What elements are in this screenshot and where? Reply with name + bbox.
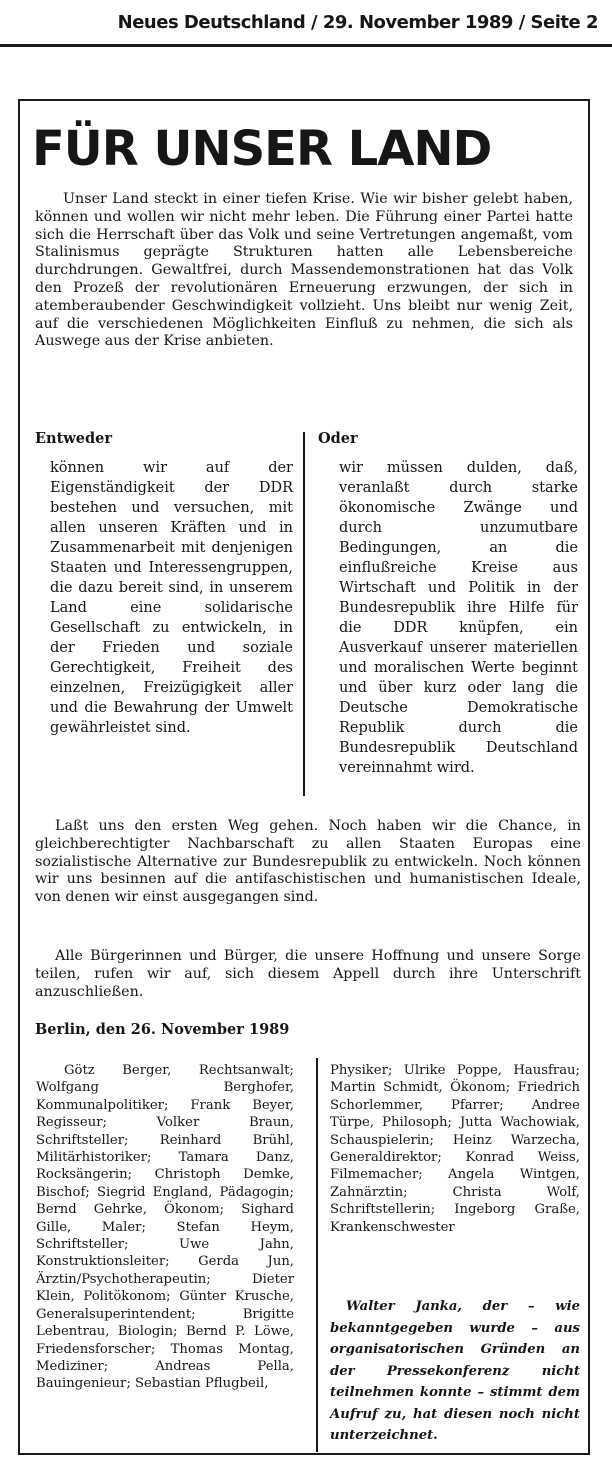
dateline: Berlin, den 26. November 1989 [35, 1021, 290, 1038]
masthead-rule [0, 44, 612, 47]
call-paragraph: Alle Bürgerinnen und Bürger, die unsere Hoffnung und unsere Sorge teilen, rufen wir auf, sich diesem Appell durch ihre Unterschrift anzuschließen. [35, 948, 581, 1000]
option-right-text: wir müssen dulden, daß, veranlaßt durch starke ökonomische Zwänge und durch unzumutbare Bedingungen, an die einflußreiche Kreise aus Wirtschaft und Politik in der Bundesrepublik ihre Hilfe für die DDR knüpfen, ein Ausverkauf unserer materiellen und moralischen Werte beginnt und über kurz oder lang die Deutsche Demokratische Republik durch die Bundesrepublik Deutschland vereinnahmt wird. [339, 460, 578, 776]
appeal-paragraph: Laßt uns den ersten Weg gehen. Noch haben wir die Chance, in gleichberechtigter Nachbarschaft zu allen Staaten Europas eine sozialistische Alternative zur Bundesrepublik zu entwickeln. Noch können wir uns besinnen auf die antifaschistischen und humanistischen Ideale, von denen wir einst ausgegangen sind. [35, 818, 581, 906]
janka-note: Walter Janka, der – wie bekanntgegeben wurde – aus organisatorischen Gründen an der Pressekonferenz nicht teilnehmen konnte – stimmt dem Aufruf zu, hat diesen noch nicht unterzeichnet. [330, 1299, 580, 1443]
column-divider [303, 432, 305, 796]
masthead: Neues Deutschland / 29. November 1989 / Seite 2 [117, 12, 598, 33]
signatories-left: Götz Berger, Rechtsanwalt; Wolfgang Berghofer, Kommunalpolitiker; Frank Beyer, Regisseur; Volker Braun, Schriftsteller; Reinhard Brühl, Militärhistoriker; Tamara Danz, Rocksängerin; Christoph Demke, Bischof; Siegrid England, Pädagogin; Bernd Gehrke, Ökonom; Sighard Gille, Maler; Stefan Heym, Schriftsteller; Uwe Jahn, Konstruktionsleiter; Gerda Jun, Ärztin/Psychotherapeutin; Dieter Klein, Politökonom; Günter Krusche, Generalsuperintendent; Brigitte Lebentrau, Biologin; Bernd P. Löwe, Friedensforscher; Thomas Montag, Mediziner; Andreas Pella, Bauingenieur; Sebastian Pflugbeil, [36, 1063, 294, 1392]
headline: FÜR UNSER LAND [32, 121, 492, 177]
option-right-heading: Oder [318, 430, 358, 447]
signatories-right: Physiker; Ulrike Poppe, Hausfrau; Martin Schmidt, Ökonom; Friedrich Schorlemmer, Pfarrer; Andree Türpe, Philosoph; Jutta Wachowiak, Schauspielerin; Heinz Warzecha, Generaldirektor; Konrad Weiss, Filmemacher; Angela Wintgen, Zahnärztin; Christa Wolf, Schriftstellerin; Ingeborg Graße, Krankenschwester [330, 1063, 580, 1235]
option-left-heading: Entweder [35, 430, 113, 447]
signatories-divider [316, 1058, 318, 1452]
option-left-text: können wir auf der Eigenständigkeit der DDR bestehen und versuchen, mit allen unseren Kräften und in Zusammenarbeit mit denjenigen Staaten und Interessengruppen, die dazu bereit sind, in unserem Land eine solidarische Gesellschaft zu entwickeln, in der Frieden und soziale Gerechtigkeit, Freiheit des einzelnen, Freizügigkeit aller und die Bewahrung der Umwelt gewährleistet sind. [50, 460, 293, 736]
lead-paragraph: Unser Land steckt in einer tiefen Krise. Wie wir bisher gelebt haben, können und wollen wir nicht mehr leben. Die Führung einer Partei hatte sich die Herrschaft über das Volk und seine Vertretungen angemaßt, vom Stalinismus geprägte Strukturen hatten alle Lebensbereiche durchdrungen. Gewaltfrei, durch Massendemonstrationen hat das Volk den Prozeß der revolutionären Erneuerung erzwungen, der sich in atemberaubender Geschwindigkeit vollzieht. Uns bleibt nur wenig Zeit, auf die verschiedenen Möglichkeiten Einfluß zu nehmen, die sich als Auswege aus der Krise anbieten. [35, 191, 573, 350]
